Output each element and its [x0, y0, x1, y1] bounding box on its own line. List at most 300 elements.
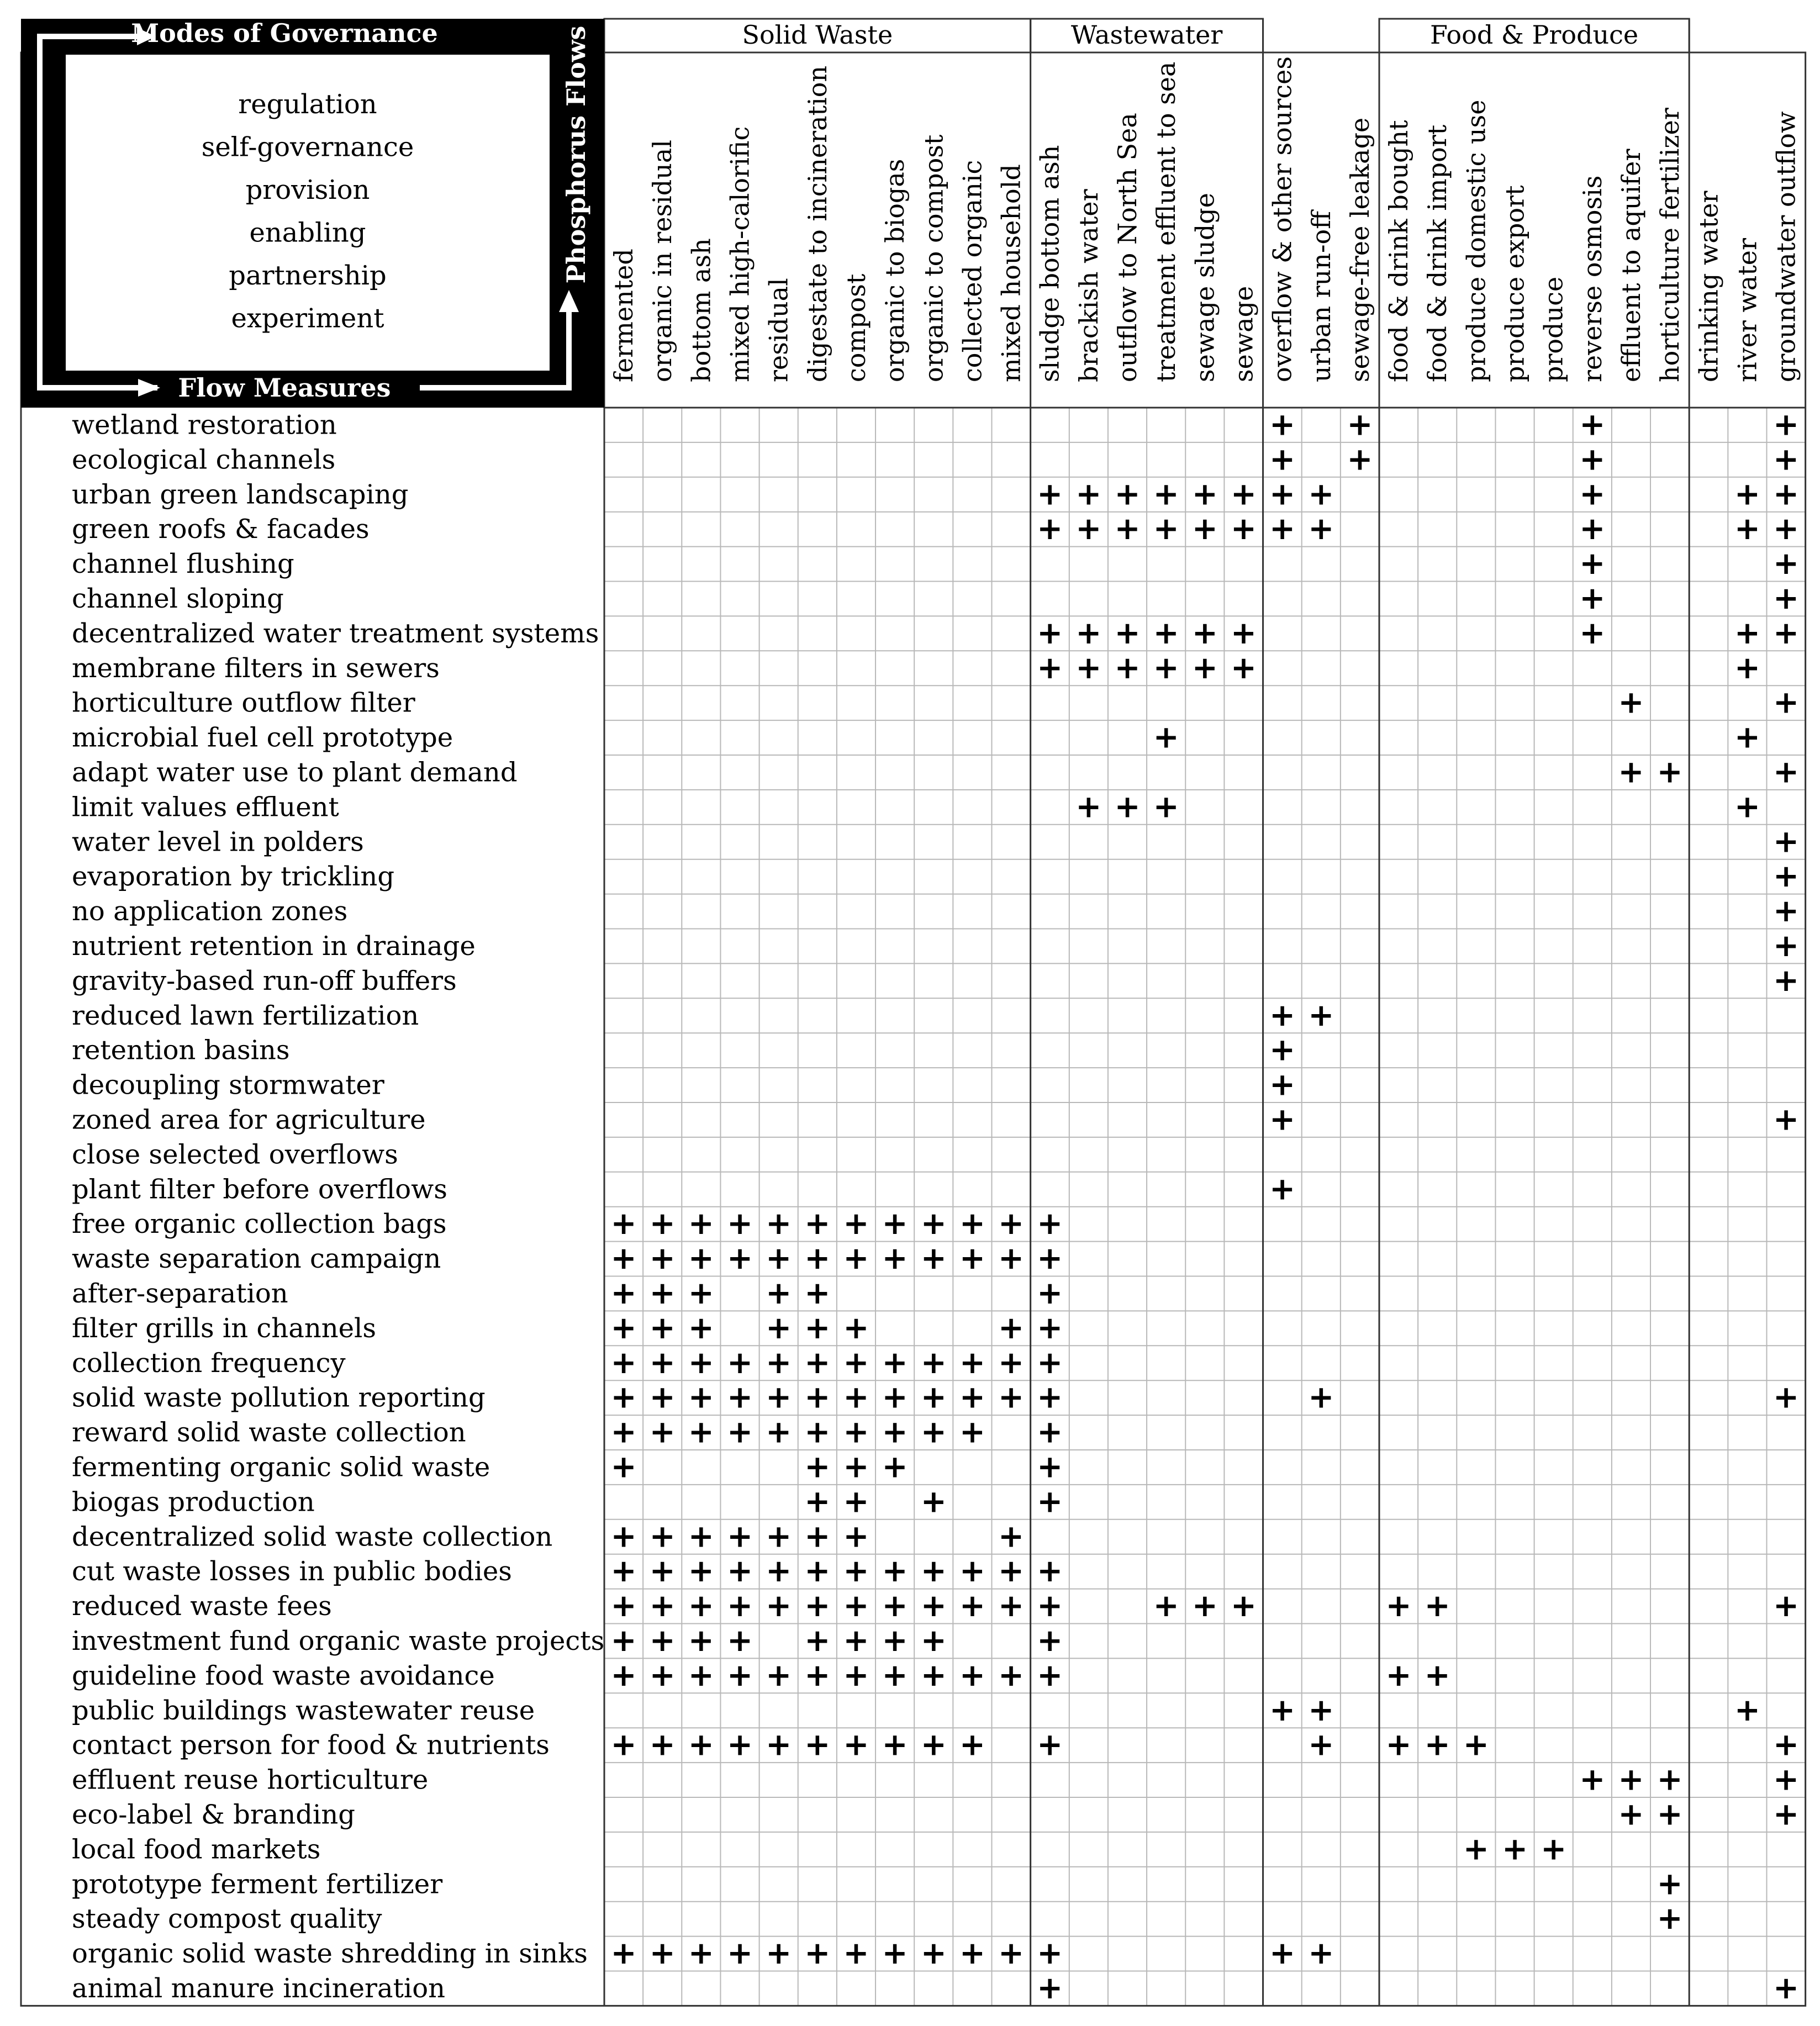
plus-mark: + [1269, 1935, 1296, 1972]
plus-mark: + [1075, 511, 1102, 547]
plus-mark: + [843, 1553, 869, 1590]
flow-column-label: organic to compost [919, 134, 949, 382]
plus-mark: + [998, 1379, 1025, 1416]
flow-measure-label: contact person for food & nutrients [72, 1729, 550, 1761]
flow-column-label: effluent to aquifer [1616, 149, 1646, 382]
plus-mark: + [1037, 476, 1063, 513]
flow-column-label: organic in residual [647, 140, 678, 382]
plus-mark: + [766, 1414, 792, 1450]
plus-mark: + [1037, 1484, 1063, 1520]
plus-mark: + [1114, 615, 1141, 651]
plus-mark: + [959, 1241, 985, 1277]
flow-column-label: brackish water [1073, 189, 1104, 382]
governance-mode: self-governance [201, 131, 414, 163]
plus-mark: + [1269, 441, 1296, 478]
flow-column-label: river water [1732, 238, 1763, 382]
plus-mark: + [1424, 1588, 1450, 1624]
plus-mark: + [610, 1553, 637, 1590]
plus-mark: + [1734, 476, 1760, 513]
plus-mark: + [1618, 1796, 1644, 1833]
plus-mark: + [727, 1414, 753, 1450]
plus-mark: + [1773, 684, 1800, 721]
plus-mark: + [766, 1935, 792, 1972]
plus-mark: + [1773, 1588, 1800, 1624]
plus-mark: + [1579, 546, 1606, 582]
plus-mark: + [959, 1553, 985, 1590]
governance-mode: partnership [229, 260, 387, 291]
plus-mark: + [843, 1657, 869, 1693]
plus-mark: + [959, 1414, 985, 1450]
plus-mark: + [1114, 789, 1141, 825]
plus-mark: + [1541, 1831, 1567, 1867]
plus-mark: + [882, 1449, 908, 1485]
plus-mark: + [1269, 476, 1296, 513]
plus-mark: + [610, 1727, 637, 1763]
plus-mark: + [882, 1622, 908, 1659]
plus-mark: + [920, 1727, 947, 1763]
plus-mark: + [688, 1344, 714, 1381]
plus-mark: + [843, 1241, 869, 1277]
flow-measure-label: local food markets [72, 1834, 321, 1865]
plus-mark: + [688, 1379, 714, 1416]
plus-mark: + [998, 1518, 1025, 1555]
plus-mark: + [1114, 511, 1141, 547]
plus-mark: + [727, 1241, 753, 1277]
plus-mark: + [998, 1588, 1025, 1624]
column-headers [609, 20, 1801, 382]
plus-mark: + [610, 1344, 637, 1381]
plus-mark: + [1308, 1727, 1334, 1763]
plus-mark: + [1424, 1727, 1450, 1763]
flow-column-label: overflow & other sources [1267, 56, 1297, 382]
plus-mark: + [1657, 1901, 1683, 1937]
plus-mark: + [1153, 719, 1179, 756]
flow-column-label: organic to biogas [880, 159, 910, 382]
plus-mark: + [959, 1657, 985, 1693]
plus-mark: + [1191, 650, 1218, 686]
flow-group-label: Solid Waste [742, 20, 893, 50]
plus-mark: + [1773, 1727, 1800, 1763]
flow-column-label: outflow to North Sea [1112, 113, 1143, 382]
plus-mark: + [882, 1206, 908, 1242]
plus-mark: + [688, 1657, 714, 1693]
plus-mark: + [843, 1484, 869, 1520]
plus-mark: + [1269, 1692, 1296, 1728]
plus-mark: + [1153, 511, 1179, 547]
plus-mark: + [804, 1310, 831, 1346]
plus-mark: + [649, 1241, 676, 1277]
plus-mark: + [727, 1344, 753, 1381]
flow-column-label: sewage sludge [1190, 193, 1220, 382]
plus-mark: + [766, 1518, 792, 1555]
plus-mark: + [882, 1379, 908, 1416]
plus-mark: + [920, 1379, 947, 1416]
plus-mark: + [804, 1622, 831, 1659]
plus-mark: + [766, 1344, 792, 1381]
plus-mark: + [882, 1935, 908, 1972]
flow-measure-label: guideline food waste avoidance [72, 1660, 495, 1691]
flow-measure-label: nutrient retention in drainage [72, 930, 476, 962]
plus-mark: + [1153, 1588, 1179, 1624]
flow-measure-label: evaporation by trickling [72, 861, 395, 893]
plus-mark: + [1502, 1831, 1528, 1867]
flow-measure-label: retention basins [72, 1035, 290, 1066]
plus-mark: + [920, 1414, 947, 1450]
plus-mark: + [727, 1727, 753, 1763]
plus-mark: + [1037, 615, 1063, 651]
plus-mark: + [1347, 441, 1373, 478]
plus-mark: + [610, 1657, 637, 1693]
flow-measure-label: cut waste losses in public bodies [72, 1556, 512, 1587]
plus-mark: + [1308, 476, 1334, 513]
flow-measure-label: solid waste pollution reporting [72, 1382, 486, 1413]
flow-measure-label: decentralized solid waste collection [72, 1521, 553, 1553]
governance-legend [21, 18, 604, 408]
plus-mark: + [766, 1727, 792, 1763]
plus-mark: + [843, 1344, 869, 1381]
flow-column-label: collected organic [957, 160, 988, 382]
plus-mark: + [1734, 511, 1760, 547]
plus-mark: + [1075, 476, 1102, 513]
plus-mark: + [1308, 511, 1334, 547]
plus-mark: + [998, 1657, 1025, 1693]
plus-mark: + [610, 1588, 637, 1624]
plus-mark: + [843, 1379, 869, 1416]
plus-mark: + [1037, 1414, 1063, 1450]
plus-mark: + [1037, 1970, 1063, 2006]
plus-mark: + [688, 1275, 714, 1311]
flow-measure-label: plant filter before overflows [72, 1174, 447, 1205]
plus-mark: + [1773, 441, 1800, 478]
plus-mark: + [1037, 1622, 1063, 1659]
plus-mark: + [1773, 1796, 1800, 1833]
governance-mode: provision [245, 175, 370, 205]
flow-column-label: groundwater outflow [1771, 111, 1801, 382]
plus-mark: + [920, 1553, 947, 1590]
plus-mark: + [727, 1206, 753, 1242]
plus-mark: + [1075, 789, 1102, 825]
plus-mark: + [920, 1241, 947, 1277]
plus-mark: + [688, 1588, 714, 1624]
phosphorus-flows-label: Phosphorus Flows [561, 25, 591, 284]
plus-mark: + [1037, 1935, 1063, 1972]
flow-measure-label: channel flushing [72, 548, 294, 580]
plus-mark: + [1734, 719, 1760, 756]
plus-mark: + [804, 1344, 831, 1381]
plus-mark: + [1153, 789, 1179, 825]
plus-mark: + [1269, 1171, 1296, 1207]
plus-mark: + [882, 1241, 908, 1277]
flow-column-label: residual [763, 278, 794, 382]
plus-mark: + [843, 1935, 869, 1972]
plus-mark: + [1657, 1866, 1683, 1902]
flow-measure-label: wetland restoration [72, 409, 337, 441]
plus-mark: + [766, 1553, 792, 1590]
plus-mark: + [920, 1484, 947, 1520]
plus-mark: + [766, 1588, 792, 1624]
plus-mark: + [1618, 1761, 1644, 1798]
plus-mark: + [1153, 650, 1179, 686]
flow-measure-label: steady compost quality [72, 1903, 382, 1935]
plus-mark: + [843, 1206, 869, 1242]
plus-mark: + [1734, 615, 1760, 651]
flow-column-label: produce export [1500, 185, 1530, 382]
plus-mark: + [998, 1553, 1025, 1590]
plus-mark: + [959, 1379, 985, 1416]
plus-mark: + [843, 1727, 869, 1763]
flow-group-label: Food & Produce [1430, 20, 1639, 50]
flow-measure-label: after-separation [72, 1278, 288, 1309]
plus-mark: + [959, 1588, 985, 1624]
plus-mark: + [1579, 407, 1606, 443]
plus-mark: + [804, 1553, 831, 1590]
plus-mark: + [688, 1727, 714, 1763]
plus-mark: + [1773, 754, 1800, 790]
plus-mark: + [610, 1622, 637, 1659]
plus-mark: + [998, 1241, 1025, 1277]
flow-measure-label: animal manure incineration [72, 1972, 446, 2004]
flow-column-label: horticulture fertilizer [1655, 108, 1685, 382]
plus-mark: + [1269, 511, 1296, 547]
plus-mark: + [920, 1657, 947, 1693]
flow-column-label: reverse osmosis [1577, 175, 1607, 382]
plus-mark: + [804, 1449, 831, 1485]
plus-mark: + [804, 1657, 831, 1693]
plus-mark: + [610, 1379, 637, 1416]
plus-mark: + [804, 1484, 831, 1520]
flow-measure-label: decentralized water treatment systems [72, 618, 599, 649]
legend-title: Modes of Governance [131, 18, 438, 48]
plus-mark: + [1773, 476, 1800, 513]
plus-mark: + [1037, 1275, 1063, 1311]
plus-mark: + [1037, 1310, 1063, 1346]
flow-column-label: mixed high-calorific [725, 126, 755, 382]
flow-measure-label: prototype ferment fertilizer [72, 1869, 443, 1900]
flow-measure-label: adapt water use to plant demand [72, 757, 518, 788]
plus-mark: + [1773, 824, 1800, 860]
plus-mark: + [610, 1310, 637, 1346]
plus-mark: + [727, 1588, 753, 1624]
plus-mark: + [1075, 650, 1102, 686]
plus-mark: + [1308, 997, 1334, 1033]
plus-mark: + [649, 1935, 676, 1972]
plus-mark: + [1114, 650, 1141, 686]
plus-mark: + [1734, 650, 1760, 686]
plus-mark: + [1579, 476, 1606, 513]
flow-measure-label: filter grills in channels [72, 1312, 377, 1344]
plus-mark: + [649, 1310, 676, 1346]
flow-measure-label: collection frequency [72, 1347, 346, 1379]
plus-mark: + [1269, 1101, 1296, 1138]
plus-mark: + [649, 1657, 676, 1693]
plus-mark: + [649, 1344, 676, 1381]
plus-mark: + [688, 1622, 714, 1659]
plus-mark: + [920, 1935, 947, 1972]
governance-mode: regulation [238, 89, 377, 120]
flow-column-label: drinking water [1694, 191, 1724, 382]
plus-mark: + [610, 1449, 637, 1485]
plus-mark: + [804, 1241, 831, 1277]
flow-column-label: mixed household [996, 164, 1026, 382]
flow-measure-label: limit values effluent [72, 792, 339, 823]
plus-mark: + [1037, 1588, 1063, 1624]
plus-mark: + [766, 1275, 792, 1311]
plus-mark: + [649, 1379, 676, 1416]
plus-mark: + [1191, 1588, 1218, 1624]
flow-measure-label: organic solid waste shredding in sinks [72, 1938, 588, 1970]
plus-mark: + [688, 1241, 714, 1277]
plus-mark: + [1231, 476, 1257, 513]
plus-mark: + [1579, 511, 1606, 547]
plus-mark: + [610, 1518, 637, 1555]
plus-mark: + [1657, 1761, 1683, 1798]
plus-mark: + [727, 1622, 753, 1659]
plus-mark: + [920, 1588, 947, 1624]
flow-measure-label: ecological channels [72, 444, 336, 476]
plus-mark: + [649, 1414, 676, 1450]
plus-mark: + [1037, 1241, 1063, 1277]
plus-mark: + [843, 1518, 869, 1555]
flow-measures-label: Flow Measures [178, 373, 391, 403]
plus-mark: + [1773, 858, 1800, 895]
plus-mark: + [882, 1344, 908, 1381]
plus-mark: + [804, 1588, 831, 1624]
plus-mark: + [649, 1588, 676, 1624]
plus-mark: + [1231, 615, 1257, 651]
plus-mark: + [766, 1241, 792, 1277]
flow-group-label: Wastewater [1070, 20, 1223, 50]
plus-mark: + [959, 1935, 985, 1972]
plus-mark: + [1773, 615, 1800, 651]
plus-mark: + [804, 1518, 831, 1555]
plus-mark: + [688, 1518, 714, 1555]
plus-mark: + [727, 1657, 753, 1693]
plus-mark: + [1773, 893, 1800, 930]
flow-measure-label: zoned area for agriculture [72, 1104, 426, 1136]
plus-mark: + [688, 1206, 714, 1242]
plus-mark: + [727, 1935, 753, 1972]
plus-mark: + [1618, 684, 1644, 721]
plus-mark: + [688, 1310, 714, 1346]
plus-mark: + [920, 1344, 947, 1381]
plus-mark: + [1773, 580, 1800, 616]
row-labels [72, 409, 604, 2004]
governance-mode: experiment [231, 303, 384, 334]
flow-column-label: sludge bottom ash [1035, 145, 1065, 382]
plus-mark: + [1773, 1101, 1800, 1138]
flow-measure-label: biogas production [72, 1486, 315, 1518]
plus-mark: + [998, 1206, 1025, 1242]
plus-mark: + [1773, 1761, 1800, 1798]
flow-column-label: sewage-free leakage [1344, 117, 1375, 382]
plus-mark: + [959, 1206, 985, 1242]
plus-mark: + [727, 1379, 753, 1416]
plus-mark: + [649, 1518, 676, 1555]
plus-mark: + [1308, 1935, 1334, 1972]
plus-mark: + [1773, 511, 1800, 547]
plus-mark: + [843, 1622, 869, 1659]
plus-mark: + [1191, 511, 1218, 547]
plus-mark: + [843, 1588, 869, 1624]
plus-mark: + [1037, 1344, 1063, 1381]
plus-mark: + [1579, 580, 1606, 616]
plus-mark: + [882, 1657, 908, 1693]
plus-mark: + [1153, 476, 1179, 513]
plus-mark: + [882, 1727, 908, 1763]
flow-column-label: treatment effluent to sea [1151, 61, 1181, 382]
plus-mark: + [959, 1727, 985, 1763]
flow-measure-label: investment fund organic waste projects [72, 1625, 605, 1656]
plus-mark: + [1385, 1727, 1412, 1763]
flow-column-label: food & drink import [1422, 124, 1453, 382]
flow-column-label: produce domestic use [1461, 99, 1491, 382]
plus-mark: + [649, 1622, 676, 1659]
plus-mark: + [610, 1206, 637, 1242]
plus-mark: + [1734, 1692, 1760, 1728]
plus-mark: + [804, 1275, 831, 1311]
plus-mark: + [766, 1379, 792, 1416]
flow-measure-label: decoupling stormwater [72, 1069, 384, 1101]
flow-measure-label: green roofs & facades [72, 514, 370, 545]
plus-mark: + [1037, 1449, 1063, 1485]
plus-mark: + [1385, 1657, 1412, 1693]
plus-mark: + [1231, 511, 1257, 547]
plus-mark: + [1191, 615, 1218, 651]
plus-mark: + [920, 1206, 947, 1242]
plus-mark: + [649, 1275, 676, 1311]
flow-column-label: compost [841, 273, 871, 382]
flow-measure-label: no application zones [72, 896, 348, 927]
flow-column-label: bottom ash [686, 238, 716, 382]
plus-mark: + [610, 1414, 637, 1450]
plus-mark: + [1579, 1761, 1606, 1798]
plus-mark: + [1153, 615, 1179, 651]
plus-mark: + [688, 1414, 714, 1450]
flow-measure-label: reduced lawn fertilization [72, 1000, 419, 1031]
plus-mark: + [1424, 1657, 1450, 1693]
plus-mark: + [1037, 1657, 1063, 1693]
plus-mark: + [804, 1414, 831, 1450]
flow-column-label: produce [1538, 276, 1569, 382]
plus-mark: + [882, 1414, 908, 1450]
plus-mark: + [727, 1553, 753, 1590]
plus-mark: + [1385, 1588, 1412, 1624]
plus-mark: + [1269, 407, 1296, 443]
plus-mark: + [649, 1553, 676, 1590]
plus-mark: + [1773, 407, 1800, 443]
plus-mark: + [1618, 754, 1644, 790]
plus-mark: + [1231, 650, 1257, 686]
flow-column-label: digestate to incineration [802, 65, 832, 382]
plus-mark: + [804, 1206, 831, 1242]
flow-measure-label: horticulture outflow filter [72, 687, 415, 719]
flow-measure-label: microbial fuel cell prototype [72, 722, 453, 753]
plus-mark: + [1773, 1970, 1800, 2006]
flow-measure-label: water level in polders [72, 826, 364, 858]
plus-mark: + [804, 1935, 831, 1972]
plus-mark: + [610, 1275, 637, 1311]
plus-mark: + [766, 1206, 792, 1242]
governance-mode: enabling [249, 217, 366, 249]
plus-mark: + [1463, 1727, 1489, 1763]
flow-measure-label: public buildings wastewater reuse [72, 1695, 535, 1726]
plus-mark: + [610, 1935, 637, 1972]
plus-mark: + [1269, 1032, 1296, 1068]
plus-mark: + [843, 1310, 869, 1346]
plus-mark: + [1579, 615, 1606, 651]
plus-mark: + [920, 1622, 947, 1659]
plus-mark: + [804, 1379, 831, 1416]
